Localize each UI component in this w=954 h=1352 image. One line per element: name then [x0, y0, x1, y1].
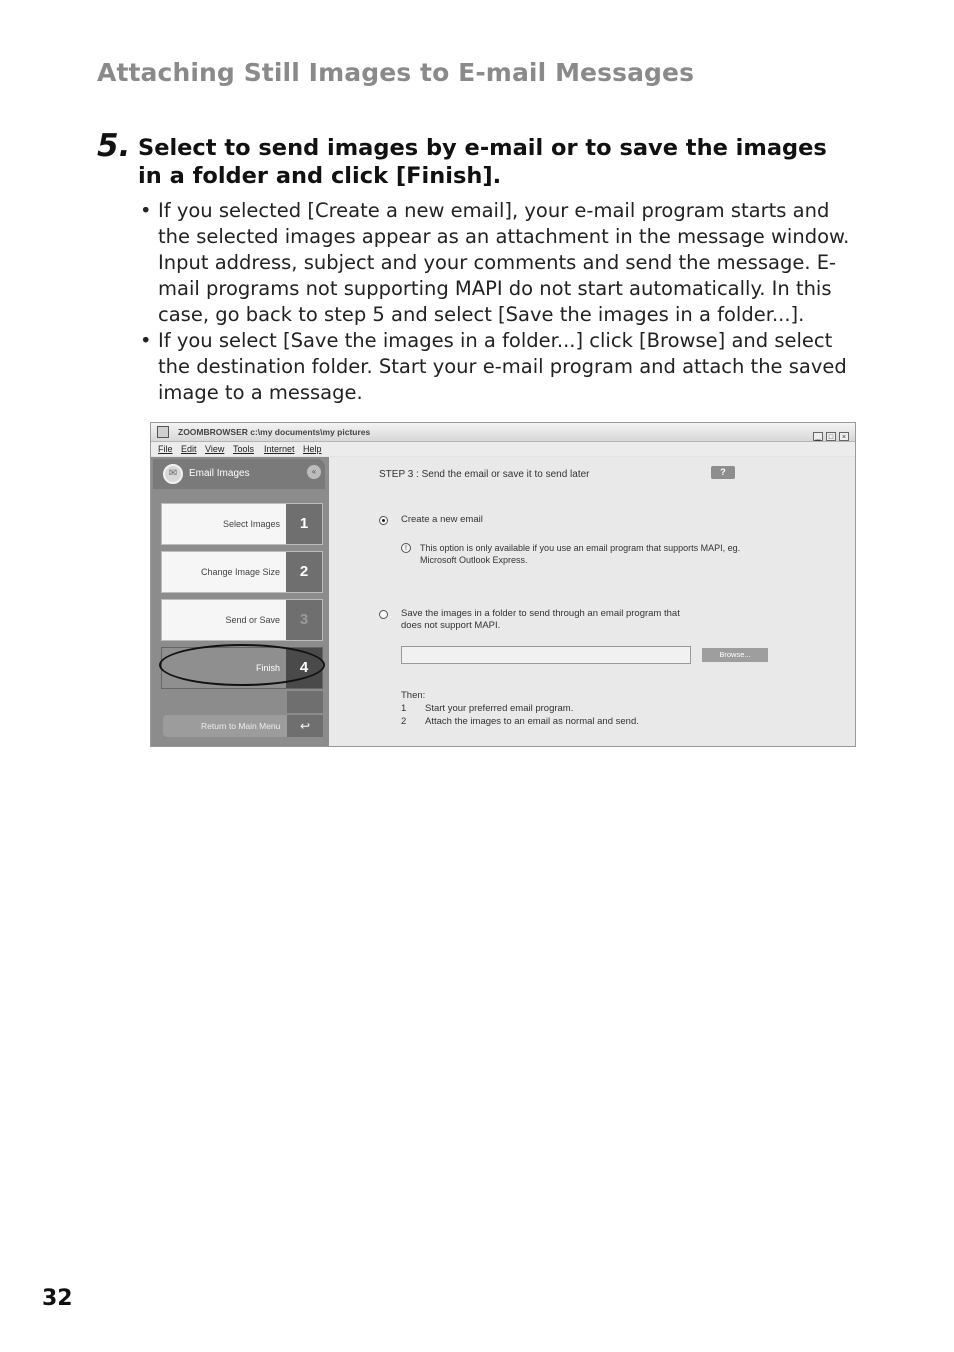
return-label: Return to Main Menu: [201, 721, 281, 731]
then-step: [401, 715, 639, 728]
instruction-bullets: [138, 198, 860, 406]
menu-internet[interactable]: Internet: [264, 444, 295, 454]
title-bar: [151, 423, 855, 442]
save-folder-label: Save the images in a folder to send through an email program that does not support MAPI.: [401, 608, 680, 631]
window-title: ZOOMBROWSER c:\my documents\my pictures: [178, 427, 371, 437]
bullet-item: • If you selected [Create a new email], your e-mail program starts and the selected images appear as an attachment in the message window. Input address, subject and your comments and send the message. E-mail programs not supporting MAPI do not start automatically. In this case, go back to step 5 and select [Save the images in a folder...].: [138, 198, 860, 328]
folder-path-input[interactable]: [401, 646, 691, 664]
step-label: Send or Save: [225, 615, 280, 625]
step-num: 3: [286, 600, 322, 640]
info-icon: !: [401, 543, 411, 553]
step-label: Change Image Size: [200, 567, 280, 577]
menu-bar: [151, 442, 855, 456]
sidebar: [151, 457, 329, 747]
step-label: Select Images: [222, 519, 280, 529]
step-heading: Select to send images by e-mail or to save the images in a folder and click [Finish].: [138, 135, 827, 189]
email-icon: ✉: [163, 464, 183, 484]
menu-tools[interactable]: Tools: [233, 444, 255, 454]
main-panel: [329, 457, 855, 747]
menu-file[interactable]: File: [158, 444, 173, 454]
then-step-num: 2: [401, 716, 407, 727]
app-icon: [157, 426, 169, 438]
sidebar-step-select-images[interactable]: [161, 503, 323, 545]
return-main-menu-button[interactable]: [163, 715, 323, 737]
then-step-text: Start your preferred email program.: [425, 703, 574, 714]
app-screenshot: [150, 422, 856, 747]
browse-button[interactable]: Browse...: [702, 648, 768, 662]
sidebar-step-send-or-save[interactable]: [161, 599, 323, 641]
sidebar-step-change-size[interactable]: [161, 551, 323, 593]
collapse-icon[interactable]: «: [307, 465, 321, 479]
finish-highlight-ellipse: [159, 644, 325, 686]
step-num: 1: [286, 504, 322, 544]
then-label: Then:: [401, 690, 426, 701]
page-number: 32: [42, 1286, 73, 1311]
create-email-radio[interactable]: [379, 516, 388, 525]
sidebar-strip: [287, 691, 323, 713]
section-title: Attaching Still Images to E-mail Messages: [97, 58, 695, 87]
then-step: [401, 702, 639, 715]
option-note: This option is only available if you use an email program that supports MAPI, eg. Microsoft Outlook Express.: [420, 543, 741, 565]
minimize-icon[interactable]: ▁: [813, 432, 823, 441]
help-button[interactable]: ?: [711, 466, 735, 479]
save-folder-radio[interactable]: [379, 610, 388, 619]
then-step-text: Attach the images to an email as normal and send.: [425, 716, 639, 727]
step-title: STEP 3 : Send the email or save it to send later: [379, 469, 590, 480]
menu-view[interactable]: View: [205, 444, 225, 454]
return-icon: ↩: [287, 715, 323, 737]
close-icon[interactable]: ×: [839, 432, 849, 441]
create-email-label: Create a new email: [401, 514, 483, 525]
then-instructions: [401, 689, 639, 728]
step-number: 5.: [97, 128, 131, 164]
step-num: 2: [286, 552, 322, 592]
sidebar-header: [153, 459, 325, 489]
maximize-icon[interactable]: □: [826, 432, 836, 441]
step-num: 4: [286, 648, 322, 688]
step-label: Finish: [255, 663, 280, 673]
menu-help[interactable]: Help: [303, 444, 322, 454]
sidebar-header-label: Email Images: [189, 468, 250, 479]
menu-edit[interactable]: Edit: [181, 444, 197, 454]
bullet-item: • If you select [Save the images in a folder...] click [Browse] and select the destination folder. Start your e-mail program and attach the saved image to a message.: [138, 328, 860, 406]
then-step-num: 1: [401, 703, 407, 714]
